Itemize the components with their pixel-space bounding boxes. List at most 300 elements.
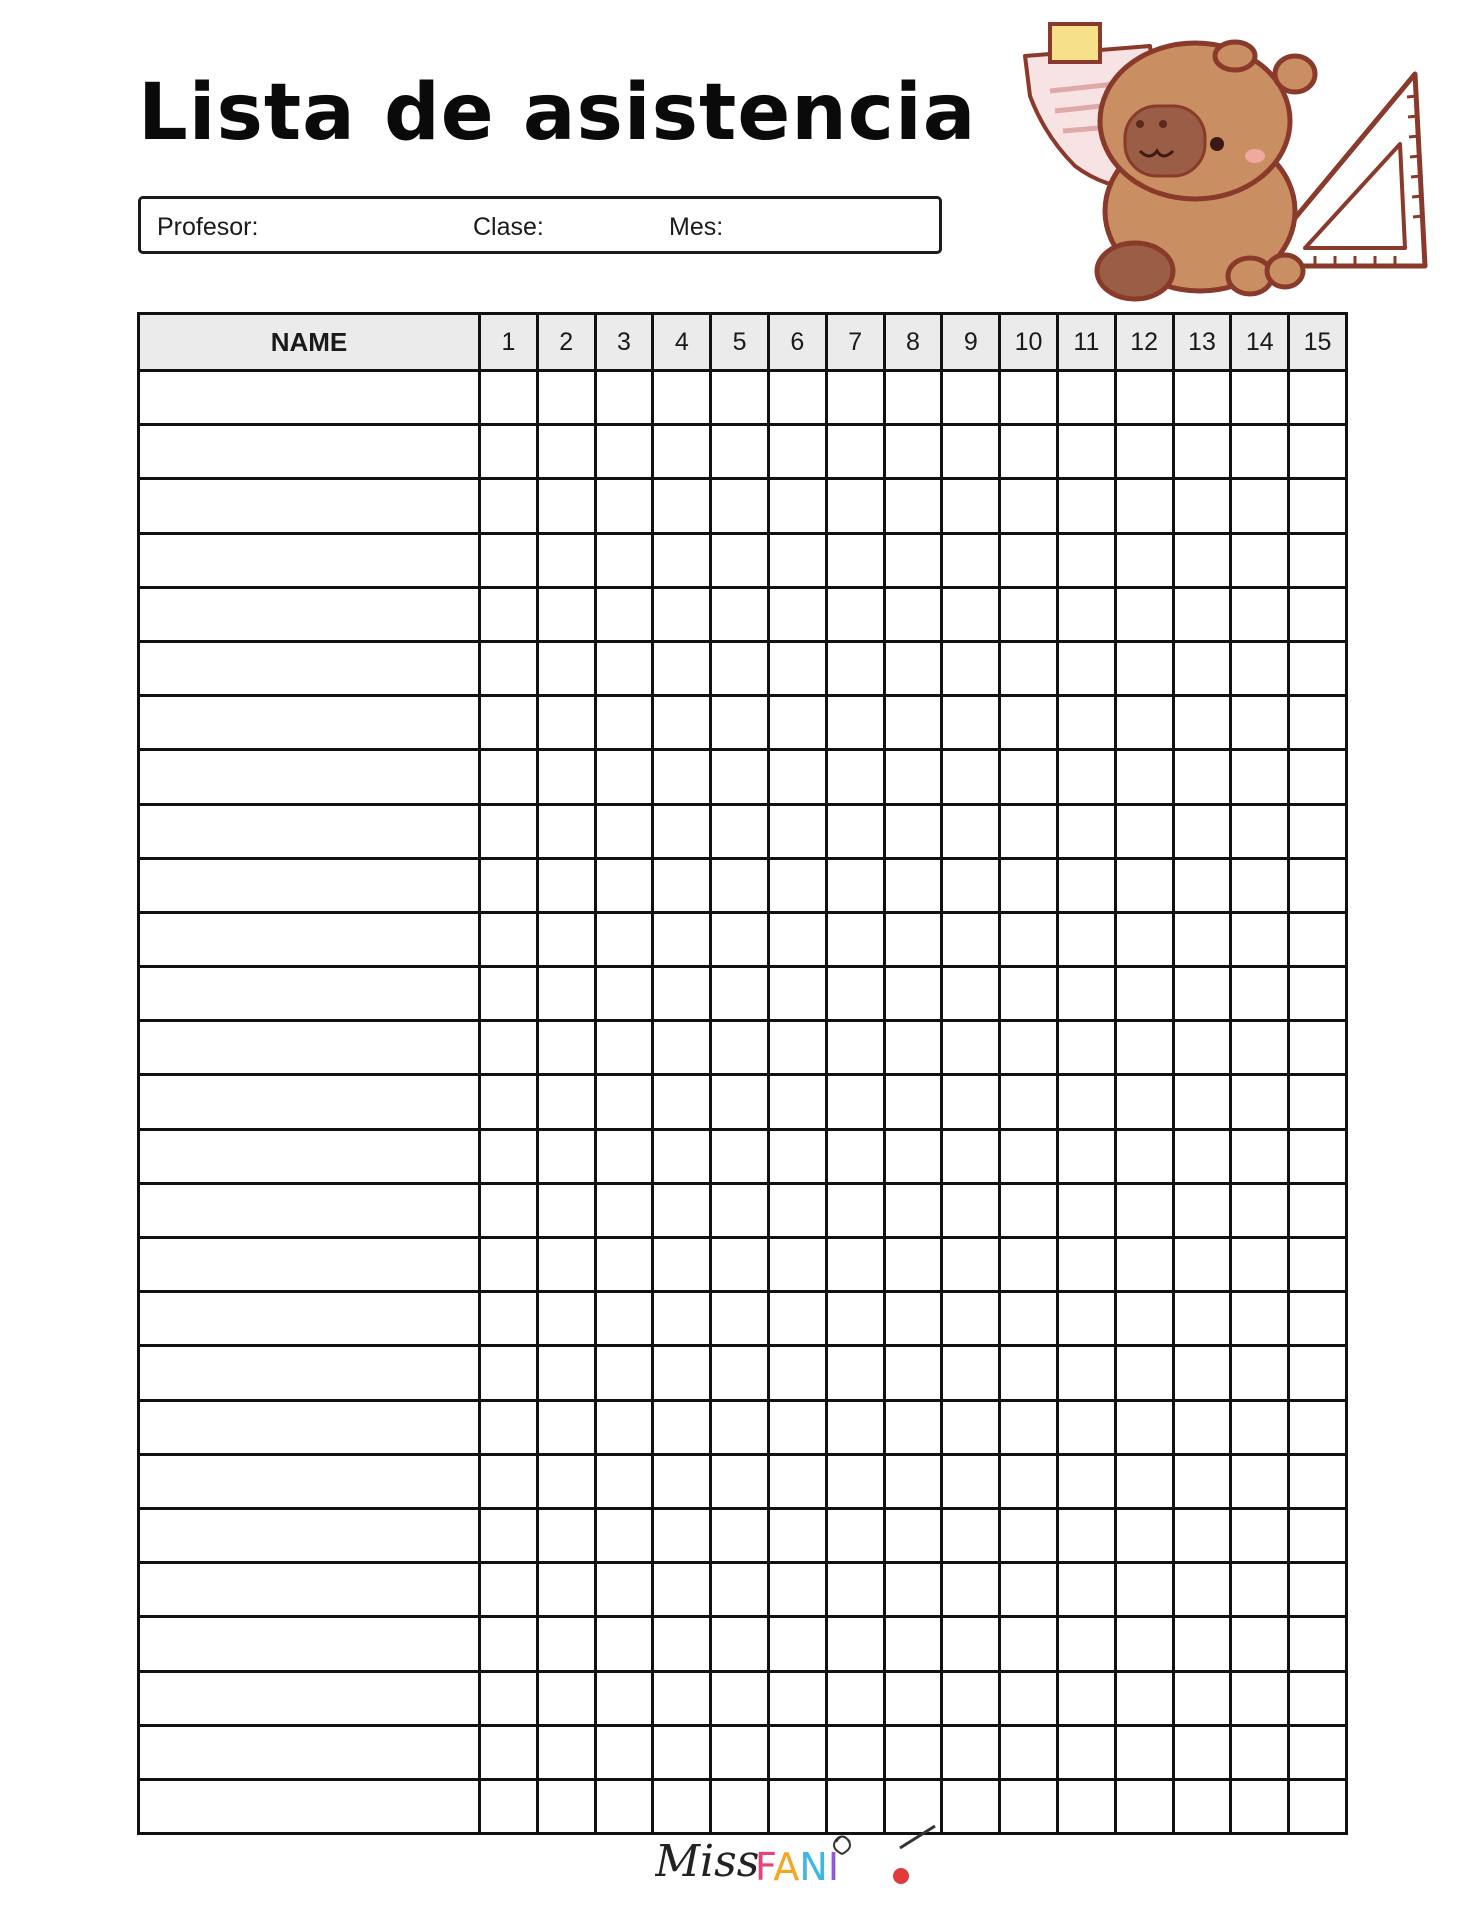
attendance-cell[interactable] [1000, 1454, 1058, 1508]
attendance-cell[interactable] [1057, 533, 1115, 587]
attendance-cell[interactable] [711, 1725, 769, 1779]
attendance-cell[interactable] [653, 1075, 711, 1129]
student-name-cell[interactable] [139, 1021, 480, 1075]
attendance-cell[interactable] [1289, 641, 1347, 695]
attendance-cell[interactable] [1289, 967, 1347, 1021]
attendance-cell[interactable] [826, 1238, 884, 1292]
attendance-cell[interactable] [537, 371, 595, 425]
student-name-cell[interactable] [139, 1454, 480, 1508]
attendance-cell[interactable] [595, 1183, 653, 1237]
attendance-cell[interactable] [711, 1021, 769, 1075]
attendance-cell[interactable] [1115, 696, 1173, 750]
attendance-cell[interactable] [1057, 1779, 1115, 1833]
attendance-cell[interactable] [1289, 587, 1347, 641]
attendance-cell[interactable] [1057, 750, 1115, 804]
attendance-cell[interactable] [1115, 425, 1173, 479]
attendance-cell[interactable] [1057, 1400, 1115, 1454]
attendance-cell[interactable] [711, 587, 769, 641]
attendance-cell[interactable] [942, 1292, 1000, 1346]
attendance-cell[interactable] [1057, 1671, 1115, 1725]
attendance-cell[interactable] [768, 696, 826, 750]
attendance-cell[interactable] [1000, 1075, 1058, 1129]
attendance-cell[interactable] [768, 1183, 826, 1237]
attendance-cell[interactable] [1173, 1183, 1231, 1237]
attendance-cell[interactable] [595, 1617, 653, 1671]
attendance-cell[interactable] [1173, 750, 1231, 804]
attendance-cell[interactable] [884, 1400, 942, 1454]
attendance-cell[interactable] [537, 1617, 595, 1671]
attendance-cell[interactable] [1289, 1400, 1347, 1454]
attendance-cell[interactable] [1231, 1238, 1289, 1292]
attendance-cell[interactable] [1173, 1779, 1231, 1833]
attendance-cell[interactable] [595, 533, 653, 587]
attendance-cell[interactable] [768, 1292, 826, 1346]
attendance-cell[interactable] [1115, 1021, 1173, 1075]
attendance-cell[interactable] [1115, 967, 1173, 1021]
attendance-cell[interactable] [942, 1075, 1000, 1129]
attendance-cell[interactable] [653, 1129, 711, 1183]
attendance-cell[interactable] [1000, 1346, 1058, 1400]
attendance-cell[interactable] [884, 1021, 942, 1075]
attendance-cell[interactable] [595, 912, 653, 966]
student-name-cell[interactable] [139, 1617, 480, 1671]
attendance-cell[interactable] [884, 804, 942, 858]
student-name-cell[interactable] [139, 587, 480, 641]
attendance-cell[interactable] [1231, 967, 1289, 1021]
attendance-cell[interactable] [826, 479, 884, 533]
attendance-cell[interactable] [1231, 1671, 1289, 1725]
attendance-cell[interactable] [1000, 425, 1058, 479]
attendance-cell[interactable] [595, 479, 653, 533]
attendance-cell[interactable] [1173, 967, 1231, 1021]
attendance-cell[interactable] [1000, 1400, 1058, 1454]
attendance-cell[interactable] [1231, 1183, 1289, 1237]
attendance-cell[interactable] [826, 1454, 884, 1508]
attendance-cell[interactable] [1000, 1129, 1058, 1183]
attendance-cell[interactable] [711, 1075, 769, 1129]
attendance-cell[interactable] [653, 1617, 711, 1671]
attendance-cell[interactable] [1115, 1725, 1173, 1779]
attendance-cell[interactable] [1173, 1346, 1231, 1400]
attendance-cell[interactable] [768, 1238, 826, 1292]
attendance-cell[interactable] [1173, 587, 1231, 641]
attendance-cell[interactable] [711, 1563, 769, 1617]
attendance-cell[interactable] [711, 641, 769, 695]
attendance-cell[interactable] [1115, 750, 1173, 804]
attendance-cell[interactable] [537, 1454, 595, 1508]
attendance-cell[interactable] [595, 858, 653, 912]
student-name-cell[interactable] [139, 1725, 480, 1779]
attendance-cell[interactable] [1000, 533, 1058, 587]
attendance-cell[interactable] [1173, 1292, 1231, 1346]
attendance-cell[interactable] [826, 804, 884, 858]
attendance-cell[interactable] [768, 1400, 826, 1454]
attendance-cell[interactable] [1173, 1508, 1231, 1562]
attendance-cell[interactable] [826, 425, 884, 479]
attendance-cell[interactable] [1289, 1725, 1347, 1779]
attendance-cell[interactable] [1000, 1292, 1058, 1346]
attendance-cell[interactable] [595, 967, 653, 1021]
attendance-cell[interactable] [826, 1346, 884, 1400]
attendance-cell[interactable] [1000, 912, 1058, 966]
attendance-cell[interactable] [942, 1725, 1000, 1779]
attendance-cell[interactable] [537, 912, 595, 966]
student-name-cell[interactable] [139, 750, 480, 804]
attendance-cell[interactable] [1000, 1671, 1058, 1725]
attendance-cell[interactable] [1289, 1454, 1347, 1508]
attendance-cell[interactable] [711, 371, 769, 425]
attendance-cell[interactable] [595, 1454, 653, 1508]
student-name-cell[interactable] [139, 696, 480, 750]
attendance-cell[interactable] [537, 1183, 595, 1237]
attendance-cell[interactable] [1173, 696, 1231, 750]
attendance-cell[interactable] [595, 804, 653, 858]
attendance-cell[interactable] [1173, 641, 1231, 695]
attendance-cell[interactable] [595, 1508, 653, 1562]
student-name-cell[interactable] [139, 1779, 480, 1833]
attendance-cell[interactable] [1057, 1129, 1115, 1183]
attendance-cell[interactable] [480, 912, 538, 966]
attendance-cell[interactable] [1000, 1508, 1058, 1562]
attendance-cell[interactable] [884, 1725, 942, 1779]
attendance-cell[interactable] [1289, 1671, 1347, 1725]
attendance-cell[interactable] [1173, 1075, 1231, 1129]
attendance-cell[interactable] [1289, 912, 1347, 966]
attendance-cell[interactable] [768, 1454, 826, 1508]
attendance-cell[interactable] [480, 1563, 538, 1617]
attendance-cell[interactable] [480, 1617, 538, 1671]
attendance-cell[interactable] [711, 425, 769, 479]
attendance-cell[interactable] [1115, 804, 1173, 858]
attendance-cell[interactable] [826, 1617, 884, 1671]
attendance-cell[interactable] [595, 696, 653, 750]
attendance-cell[interactable] [537, 479, 595, 533]
attendance-cell[interactable] [1173, 1671, 1231, 1725]
attendance-cell[interactable] [942, 750, 1000, 804]
attendance-cell[interactable] [1115, 1292, 1173, 1346]
attendance-cell[interactable] [653, 804, 711, 858]
attendance-cell[interactable] [537, 1400, 595, 1454]
attendance-cell[interactable] [1231, 750, 1289, 804]
attendance-cell[interactable] [480, 1346, 538, 1400]
student-name-cell[interactable] [139, 479, 480, 533]
attendance-cell[interactable] [1057, 1563, 1115, 1617]
attendance-cell[interactable] [1057, 1075, 1115, 1129]
attendance-cell[interactable] [884, 1183, 942, 1237]
attendance-cell[interactable] [711, 967, 769, 1021]
attendance-cell[interactable] [595, 1238, 653, 1292]
attendance-cell[interactable] [826, 533, 884, 587]
attendance-cell[interactable] [884, 696, 942, 750]
attendance-cell[interactable] [1115, 1563, 1173, 1617]
attendance-cell[interactable] [826, 1508, 884, 1562]
attendance-cell[interactable] [711, 1129, 769, 1183]
attendance-cell[interactable] [1231, 533, 1289, 587]
attendance-cell[interactable] [480, 425, 538, 479]
attendance-cell[interactable] [884, 1292, 942, 1346]
attendance-cell[interactable] [1057, 641, 1115, 695]
attendance-cell[interactable] [1000, 1183, 1058, 1237]
attendance-cell[interactable] [595, 1075, 653, 1129]
attendance-cell[interactable] [653, 1183, 711, 1237]
attendance-cell[interactable] [595, 371, 653, 425]
attendance-cell[interactable] [1289, 1508, 1347, 1562]
attendance-cell[interactable] [768, 1725, 826, 1779]
attendance-cell[interactable] [1289, 804, 1347, 858]
attendance-cell[interactable] [768, 1563, 826, 1617]
attendance-cell[interactable] [826, 1563, 884, 1617]
attendance-cell[interactable] [1115, 1346, 1173, 1400]
attendance-cell[interactable] [653, 858, 711, 912]
attendance-cell[interactable] [768, 858, 826, 912]
attendance-cell[interactable] [884, 1508, 942, 1562]
attendance-cell[interactable] [653, 1508, 711, 1562]
student-name-cell[interactable] [139, 912, 480, 966]
attendance-cell[interactable] [884, 858, 942, 912]
attendance-cell[interactable] [1057, 1725, 1115, 1779]
attendance-cell[interactable] [711, 804, 769, 858]
attendance-cell[interactable] [942, 696, 1000, 750]
attendance-cell[interactable] [1231, 1725, 1289, 1779]
attendance-cell[interactable] [711, 750, 769, 804]
attendance-cell[interactable] [884, 1617, 942, 1671]
attendance-cell[interactable] [884, 1346, 942, 1400]
attendance-cell[interactable] [711, 1346, 769, 1400]
student-name-cell[interactable] [139, 1346, 480, 1400]
attendance-cell[interactable] [826, 587, 884, 641]
student-name-cell[interactable] [139, 1671, 480, 1725]
attendance-cell[interactable] [537, 1779, 595, 1833]
attendance-cell[interactable] [480, 1238, 538, 1292]
attendance-cell[interactable] [653, 1346, 711, 1400]
attendance-cell[interactable] [711, 1292, 769, 1346]
attendance-cell[interactable] [537, 858, 595, 912]
attendance-cell[interactable] [942, 533, 1000, 587]
attendance-cell[interactable] [653, 696, 711, 750]
attendance-cell[interactable] [768, 479, 826, 533]
attendance-cell[interactable] [1115, 1075, 1173, 1129]
attendance-cell[interactable] [942, 967, 1000, 1021]
attendance-cell[interactable] [1231, 479, 1289, 533]
attendance-cell[interactable] [1173, 1129, 1231, 1183]
attendance-cell[interactable] [537, 533, 595, 587]
attendance-cell[interactable] [653, 1238, 711, 1292]
attendance-cell[interactable] [768, 587, 826, 641]
attendance-cell[interactable] [1057, 1346, 1115, 1400]
attendance-cell[interactable] [653, 479, 711, 533]
attendance-cell[interactable] [1173, 1725, 1231, 1779]
attendance-cell[interactable] [826, 371, 884, 425]
attendance-cell[interactable] [1173, 425, 1231, 479]
attendance-cell[interactable] [1000, 1021, 1058, 1075]
attendance-cell[interactable] [1057, 967, 1115, 1021]
attendance-cell[interactable] [826, 750, 884, 804]
attendance-cell[interactable] [884, 1129, 942, 1183]
attendance-cell[interactable] [653, 1563, 711, 1617]
attendance-cell[interactable] [537, 750, 595, 804]
attendance-cell[interactable] [942, 912, 1000, 966]
attendance-cell[interactable] [653, 587, 711, 641]
student-name-cell[interactable] [139, 533, 480, 587]
attendance-cell[interactable] [537, 967, 595, 1021]
attendance-cell[interactable] [1115, 1238, 1173, 1292]
attendance-cell[interactable] [1057, 587, 1115, 641]
attendance-cell[interactable] [537, 1021, 595, 1075]
attendance-cell[interactable] [653, 912, 711, 966]
attendance-cell[interactable] [884, 587, 942, 641]
attendance-cell[interactable] [1057, 1292, 1115, 1346]
attendance-cell[interactable] [1115, 1617, 1173, 1671]
attendance-cell[interactable] [1289, 750, 1347, 804]
attendance-cell[interactable] [942, 1563, 1000, 1617]
student-name-cell[interactable] [139, 1292, 480, 1346]
attendance-cell[interactable] [768, 425, 826, 479]
attendance-cell[interactable] [480, 479, 538, 533]
attendance-cell[interactable] [1000, 1779, 1058, 1833]
attendance-cell[interactable] [768, 967, 826, 1021]
attendance-cell[interactable] [480, 1671, 538, 1725]
attendance-cell[interactable] [768, 1021, 826, 1075]
student-name-cell[interactable] [139, 1129, 480, 1183]
attendance-cell[interactable] [768, 804, 826, 858]
attendance-cell[interactable] [595, 1021, 653, 1075]
attendance-cell[interactable] [1057, 804, 1115, 858]
student-name-cell[interactable] [139, 1238, 480, 1292]
attendance-cell[interactable] [537, 804, 595, 858]
attendance-cell[interactable] [653, 371, 711, 425]
attendance-cell[interactable] [537, 1671, 595, 1725]
attendance-cell[interactable] [826, 641, 884, 695]
attendance-cell[interactable] [480, 804, 538, 858]
attendance-cell[interactable] [1115, 371, 1173, 425]
attendance-cell[interactable] [1000, 587, 1058, 641]
attendance-cell[interactable] [884, 641, 942, 695]
attendance-cell[interactable] [942, 1183, 1000, 1237]
attendance-cell[interactable] [653, 1454, 711, 1508]
attendance-cell[interactable] [826, 1725, 884, 1779]
attendance-cell[interactable] [711, 1454, 769, 1508]
attendance-cell[interactable] [595, 425, 653, 479]
attendance-cell[interactable] [711, 696, 769, 750]
attendance-cell[interactable] [1289, 1129, 1347, 1183]
attendance-cell[interactable] [942, 1617, 1000, 1671]
student-name-cell[interactable] [139, 1508, 480, 1562]
attendance-cell[interactable] [768, 641, 826, 695]
attendance-cell[interactable] [768, 1346, 826, 1400]
attendance-cell[interactable] [1173, 858, 1231, 912]
attendance-cell[interactable] [942, 587, 1000, 641]
attendance-cell[interactable] [1000, 1725, 1058, 1779]
attendance-cell[interactable] [1115, 533, 1173, 587]
attendance-cell[interactable] [537, 1129, 595, 1183]
attendance-cell[interactable] [1289, 533, 1347, 587]
attendance-cell[interactable] [942, 1129, 1000, 1183]
attendance-cell[interactable] [595, 1671, 653, 1725]
attendance-cell[interactable] [942, 804, 1000, 858]
attendance-cell[interactable] [595, 750, 653, 804]
attendance-cell[interactable] [1057, 479, 1115, 533]
attendance-cell[interactable] [480, 696, 538, 750]
attendance-cell[interactable] [480, 641, 538, 695]
attendance-cell[interactable] [884, 750, 942, 804]
attendance-cell[interactable] [884, 912, 942, 966]
attendance-cell[interactable] [480, 1129, 538, 1183]
attendance-cell[interactable] [595, 1129, 653, 1183]
attendance-cell[interactable] [1000, 1563, 1058, 1617]
attendance-cell[interactable] [768, 1671, 826, 1725]
attendance-cell[interactable] [1173, 479, 1231, 533]
attendance-cell[interactable] [1000, 804, 1058, 858]
attendance-cell[interactable] [480, 1021, 538, 1075]
attendance-cell[interactable] [826, 858, 884, 912]
attendance-cell[interactable] [537, 1725, 595, 1779]
attendance-cell[interactable] [884, 1563, 942, 1617]
attendance-cell[interactable] [1289, 696, 1347, 750]
attendance-cell[interactable] [1057, 425, 1115, 479]
attendance-cell[interactable] [884, 1454, 942, 1508]
attendance-cell[interactable] [1231, 587, 1289, 641]
attendance-cell[interactable] [1289, 479, 1347, 533]
attendance-cell[interactable] [1057, 371, 1115, 425]
attendance-cell[interactable] [1173, 533, 1231, 587]
attendance-cell[interactable] [653, 1671, 711, 1725]
attendance-cell[interactable] [942, 371, 1000, 425]
attendance-cell[interactable] [1115, 1779, 1173, 1833]
student-name-cell[interactable] [139, 804, 480, 858]
attendance-cell[interactable] [1115, 1183, 1173, 1237]
attendance-cell[interactable] [711, 912, 769, 966]
attendance-cell[interactable] [884, 479, 942, 533]
attendance-cell[interactable] [826, 1183, 884, 1237]
attendance-cell[interactable] [884, 1238, 942, 1292]
attendance-cell[interactable] [1115, 1129, 1173, 1183]
attendance-cell[interactable] [942, 1021, 1000, 1075]
attendance-cell[interactable] [595, 1779, 653, 1833]
attendance-cell[interactable] [653, 1292, 711, 1346]
attendance-cell[interactable] [653, 1400, 711, 1454]
attendance-cell[interactable] [480, 1400, 538, 1454]
attendance-cell[interactable] [537, 587, 595, 641]
attendance-cell[interactable] [1231, 804, 1289, 858]
student-name-cell[interactable] [139, 1075, 480, 1129]
attendance-cell[interactable] [1289, 1346, 1347, 1400]
attendance-cell[interactable] [1231, 1021, 1289, 1075]
student-name-cell[interactable] [139, 1400, 480, 1454]
attendance-cell[interactable] [537, 1075, 595, 1129]
attendance-cell[interactable] [595, 587, 653, 641]
attendance-cell[interactable] [653, 967, 711, 1021]
attendance-cell[interactable] [1057, 1183, 1115, 1237]
attendance-cell[interactable] [1057, 912, 1115, 966]
student-name-cell[interactable] [139, 858, 480, 912]
attendance-cell[interactable] [480, 750, 538, 804]
attendance-cell[interactable] [1231, 858, 1289, 912]
attendance-cell[interactable] [1000, 1238, 1058, 1292]
attendance-cell[interactable] [1289, 1021, 1347, 1075]
attendance-cell[interactable] [1000, 858, 1058, 912]
attendance-cell[interactable] [1231, 641, 1289, 695]
attendance-cell[interactable] [711, 1671, 769, 1725]
attendance-cell[interactable] [480, 533, 538, 587]
attendance-cell[interactable] [711, 1238, 769, 1292]
attendance-cell[interactable] [826, 1671, 884, 1725]
attendance-cell[interactable] [711, 1183, 769, 1237]
attendance-cell[interactable] [1173, 1617, 1231, 1671]
attendance-cell[interactable] [826, 1400, 884, 1454]
attendance-cell[interactable] [711, 1400, 769, 1454]
attendance-cell[interactable] [884, 371, 942, 425]
attendance-cell[interactable] [942, 425, 1000, 479]
